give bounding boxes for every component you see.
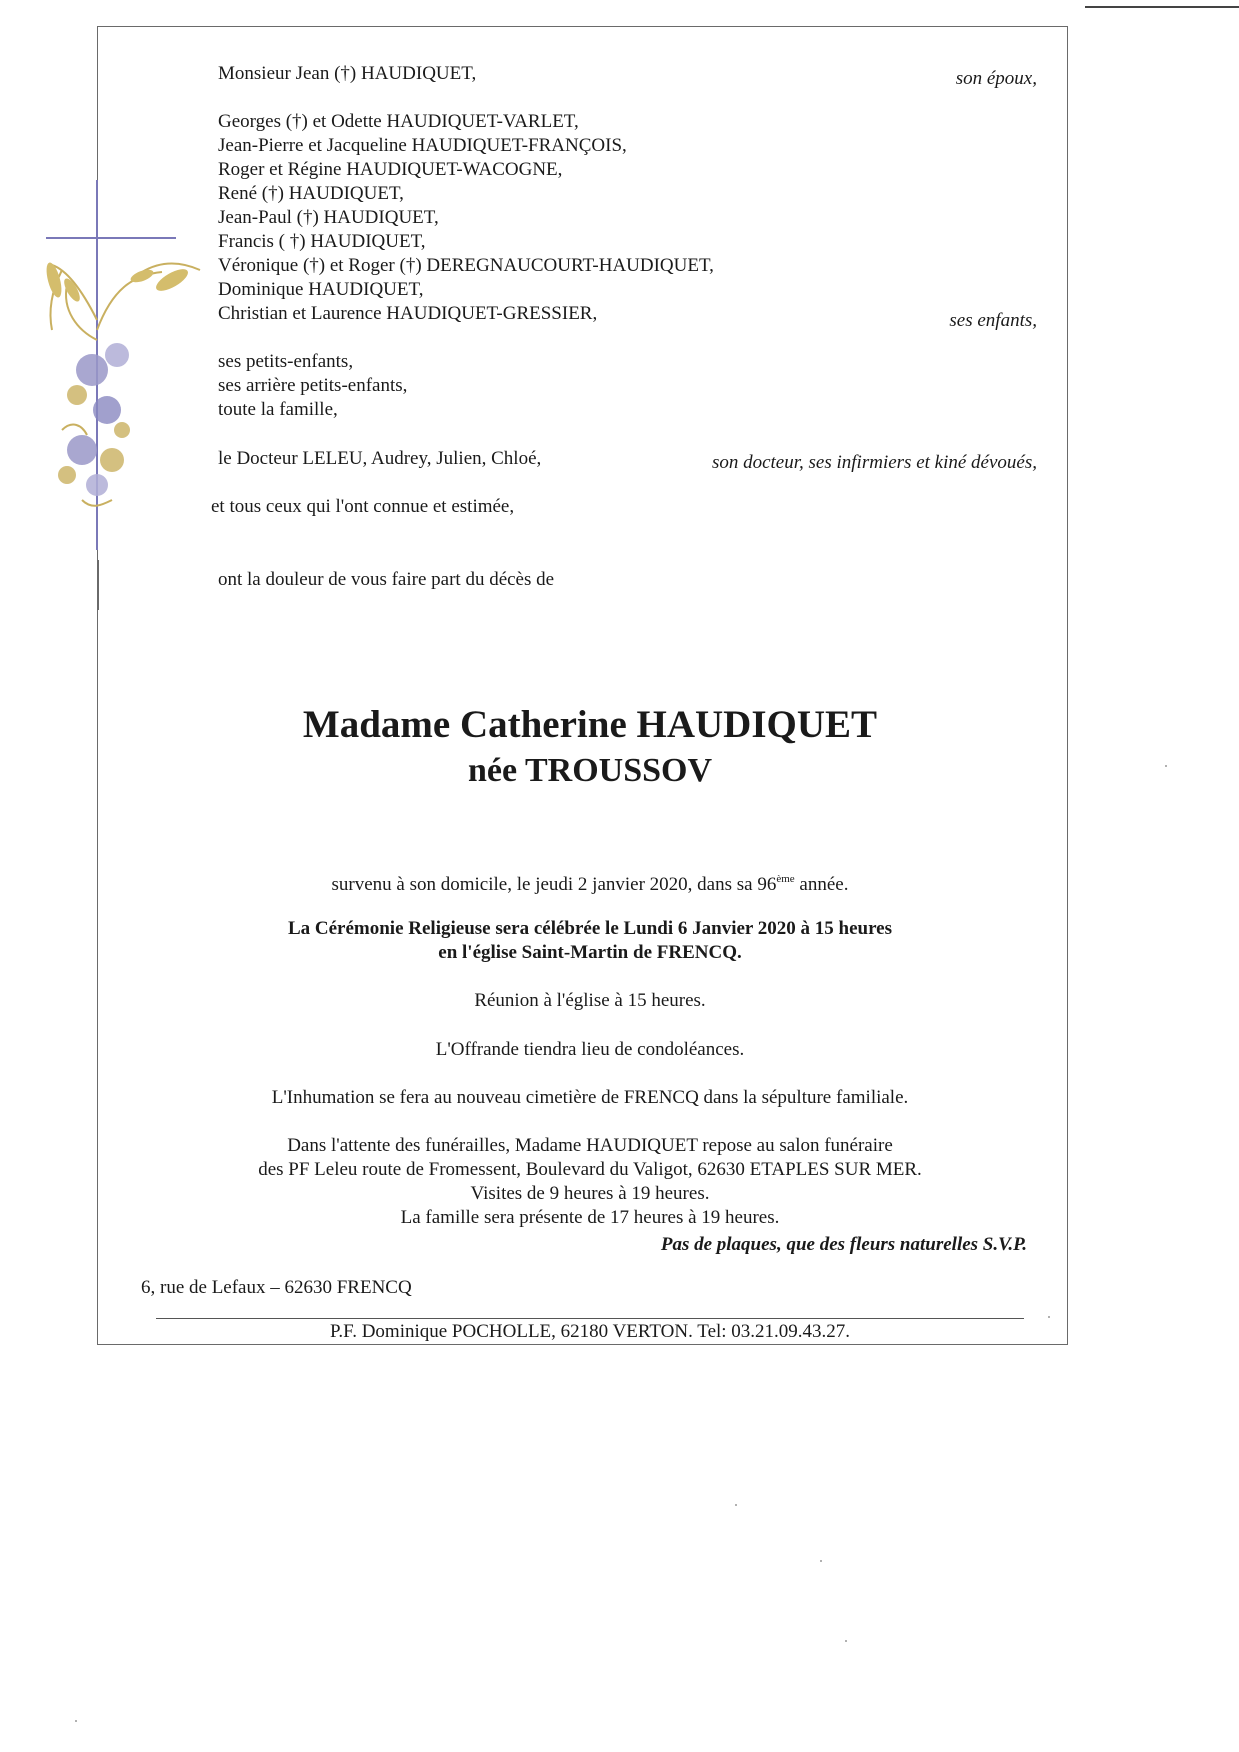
rest-line-1: Dans l'attente des funérailles, Madame HAUDIQUET repose au salon funéraire [287,1135,893,1156]
scan-speck [75,1720,77,1722]
doctor-line: le Docteur LELEU, Audrey, Julien, Chloé, [218,448,542,469]
scan-speck [845,1640,847,1642]
child-line: Dominique HAUDIQUET, [218,279,424,300]
husband-role: son époux, [955,68,1037,89]
child-line: Roger et Régine HAUDIQUET-WACOGNE, [218,159,563,180]
children-role: ses enfants, [949,310,1037,331]
family-others-list [218,350,407,422]
scan-speck [820,1560,822,1562]
child-line: René (†) HAUDIQUET, [218,183,404,204]
scan-speck [1048,1316,1050,1318]
husband-line: Monsieur Jean (†) HAUDIQUET, [218,63,477,84]
death-notice-text-end: année. [794,874,849,895]
scan-edge-line [1085,6,1239,8]
family-others-line: ses petits-enfants, [218,351,354,372]
doctor-role: son docteur, ses infirmiers et kiné dévoués, [711,452,1037,473]
footer-divider [156,1318,1024,1319]
announcement-line: ont la douleur de vous faire part du décès de [218,569,555,590]
children-list [218,110,714,326]
cross-with-wheat-and-flowers-icon [22,180,212,575]
family-presence-line: La famille sera présente de 17 heures à 19 heures. [400,1207,780,1228]
deceased-maiden-name: née TROUSSOV [467,752,713,789]
meeting-line: Réunion à l'église à 15 heures. [474,990,706,1011]
child-line: Christian et Laurence HAUDIQUET-GRESSIER, [218,303,598,324]
ceremony-line-2: en l'église Saint-Martin de FRENCQ. [438,942,742,963]
family-others-line: ses arrière petits-enfants, [218,375,408,396]
funeral-home-line: P.F. Dominique POCHOLLE, 62180 VERTON. Tel: 03.21.09.43.27. [329,1321,851,1342]
visits-line: Visites de 9 heures à 19 heures. [470,1183,710,1204]
scan-speck [1165,765,1167,767]
child-line: Jean-Pierre et Jacqueline HAUDIQUET-FRANÇOIS, [218,135,627,156]
friends-line: et tous ceux qui l'ont connue et estimée, [211,496,515,517]
deceased-name: Madame Catherine HAUDIQUET [302,703,878,746]
ceremony-line-1: La Cérémonie Religieuse sera célébrée le Lundi 6 Janvier 2020 à 15 heures [287,918,893,939]
scan-speck [735,1504,737,1506]
rest-line-2: des PF Leleu route de Fromessent, Boulevard du Valigot, 62630 ETAPLES SUR MER. [258,1159,922,1180]
child-line: Jean-Paul (†) HAUDIQUET, [218,207,439,228]
address-line: 6, rue de Lefaux – 62630 FRENCQ [141,1277,412,1298]
child-line: Francis ( †) HAUDIQUET, [218,231,426,252]
death-notice-superscript: ème [776,873,795,885]
death-notice-text: survenu à son domicile, le jeudi 2 janvier 2020, dans sa 96 [331,874,777,895]
child-line: Véronique (†) et Roger (†) DEREGNAUCOURT-HAUDIQUET, [218,255,714,276]
death-notice-line [0,868,1180,896]
flowers-note: Pas de plaques, que des fleurs naturelles S.V.P. [660,1234,1027,1255]
burial-line: L'Inhumation se fera au nouveau cimetière de FRENCQ dans la sépulture familiale. [271,1087,909,1108]
offering-line: L'Offrande tiendra lieu de condoléances. [435,1039,745,1060]
child-line: Georges (†) et Odette HAUDIQUET-VARLET, [218,111,579,132]
family-others-line: toute la famille, [218,399,338,420]
